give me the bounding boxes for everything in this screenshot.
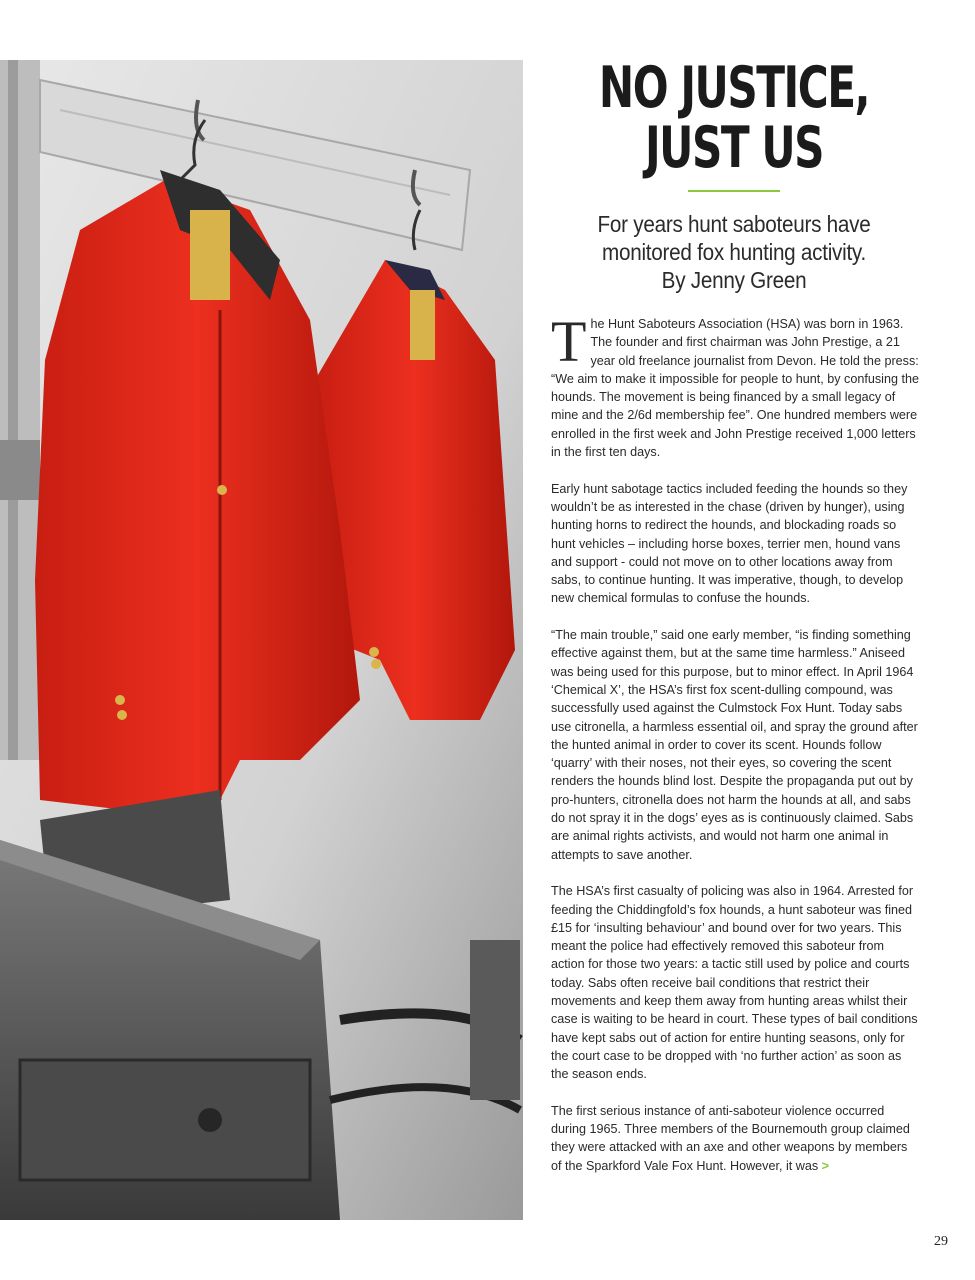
headline-line-2: JUST US [644, 115, 824, 181]
article-photo [0, 60, 523, 1220]
body-paragraph-2: Early hunt sabotage tactics included feeding the hounds so they wouldn’t be as interested in the chase (driven by hunger), using hunting horns to redirect the hounds, and blockading roads so hunt vehicles – including horse boxes, terrier men, hound vans and support - could not move on to other locations away from sabs, to continue hunting. It was imperative, though, to develop new chemical formulas to confuse the hounds. [551, 481, 908, 606]
body-paragraph-5 [551, 1102, 919, 1175]
headline-line-1: NO JUSTICE, [598, 55, 870, 121]
accent-divider [688, 190, 780, 192]
standfirst-line-2: monitored fox hunting activity. [602, 239, 866, 265]
article-body [551, 309, 919, 1193]
drop-cap: T [551, 309, 587, 374]
paragraph-text: he Hunt Saboteurs Association (HSA) was born in 1963. The founder and first chairman was John Prestige, a 21 year old freelance journalist from Devon. He told the press: “We aim to make it impossible for people to hunt, by confusing the hounds. The movement is being financed by a small legacy of mine and the 2/6d membership fee”. One hundred members were enrolled in the first week and John Prestige received 1,000 letters in the first ten days. [551, 317, 919, 460]
page-number: 29 [934, 1234, 948, 1249]
byline: By Jenny Green [661, 267, 807, 293]
jackets-photo-illustration [0, 60, 523, 1220]
article-headline [596, 55, 871, 181]
body-paragraph-1 [551, 309, 919, 461]
continue-arrow-icon: > [821, 1158, 830, 1173]
article-standfirst [567, 210, 902, 294]
body-paragraph-3: “The main trouble,” said one early member, “is finding something effective against them, but at the same time harmless.” Aniseed was being used for this purpose, but to minor effect. In April 1964 ‘Chemical X’, the HSA’s first fox scent-dulling compound, was successfully used against the Culmstock Fox Hunt. Today sabs use citronella, a harmless essential oil, and spray the ground after the hunted animal in order to cover its scent. Hounds follow ‘quarry’ with their noses, not their eyes, so covering the scent renders the hounds blind lost. Despite the propaganda put out by pro-hunters, citronella does not harm the hounds at all, and sabs do not spray it in the dogs’ eyes as is continuously claimed. Sabs are animal rights activists, and would not harm one animal in attempts to save another. [551, 628, 918, 862]
paragraph-text: The first serious instance of anti-saboteur violence occurred during 1965. Three members of the Bournemouth group claimed they were attacked with an axe and other weapons by members of the Sparkford Vale Fox Hunt. However, it was [551, 1103, 910, 1173]
standfirst-line-1: For years hunt saboteurs have [597, 211, 871, 237]
body-paragraph-4: The HSA’s first casualty of policing was also in 1964. Arrested for feeding the Chiddingfold’s fox hounds, a hunt saboteur was fined £15 for ‘insulting behaviour’ and bound over for two years. This meant the police had effectively removed this saboteur from action for those two years: a tactic still used by police and courts today. Sabs often receive bail conditions that restrict their movements and keep them away from hunting areas whilst their case is waiting to be heard in court. These types of bail conditions have kept sabs out of action for entire hunting seasons, only for the court case to be dropped with ‘no further action’ as soon as the season ends. [551, 884, 918, 1082]
